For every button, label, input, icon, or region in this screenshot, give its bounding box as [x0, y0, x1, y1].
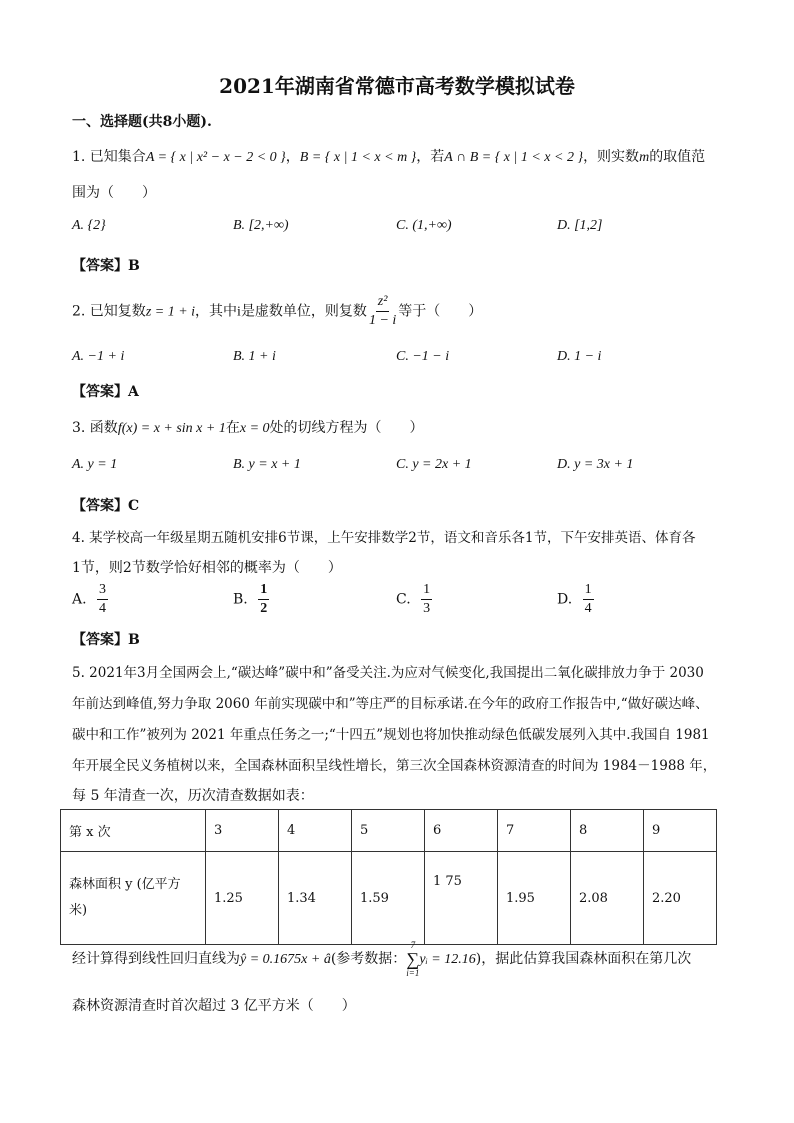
q5-sum-top: 7 — [410, 940, 416, 950]
q2-option-c: C. −1 − i — [396, 349, 450, 364]
table-cell: 3 — [206, 810, 279, 852]
table-cell: 5 — [352, 810, 425, 852]
q2-option-a: A. −1 + i — [72, 349, 125, 364]
q3-option-b: B. y = x + 1 — [233, 457, 301, 472]
q4-option-c-fraction — [421, 581, 432, 618]
q3-option-c: C. y = 2x + 1 — [396, 457, 472, 472]
q3-text-a: 3. 函数 — [72, 420, 118, 436]
q2-text-d: 等于（ ） — [398, 303, 483, 320]
q4-option-d — [557, 581, 594, 618]
q1-text: 1. 已知集合 — [72, 149, 146, 165]
q4-b-den: 2 — [260, 601, 268, 616]
q4-option-d-fraction — [583, 581, 594, 618]
q2-option-d: D. 1 − i — [557, 349, 602, 364]
q4-d-den: 4 — [584, 601, 592, 616]
q2-text-b: ，其中 — [195, 303, 238, 320]
q5-after-a: 经计算得到线性回归直线为 — [72, 951, 240, 967]
q2-frac-den: 1 − i — [368, 313, 397, 328]
q3-answer: 【答案】C — [72, 498, 140, 514]
q5-sum-expr: yᵢ = 12.16 — [419, 952, 476, 967]
question-1-line-1 — [72, 146, 705, 166]
q5-regression: ŷ = 0.1675x + â — [240, 952, 331, 967]
question-5-line-3: 碳中和工作”被列为 2021 年重点任务之一;“十四五”规划也将加快推动绿色低碳发展列入其中.我国自 1981 — [72, 727, 710, 743]
forest-data-table — [60, 809, 717, 945]
table-cell: 1 75 — [425, 852, 498, 945]
question-4-line-2: 1节，则2节数学恰好相邻的概率为（ ） — [72, 560, 342, 576]
q1-option-d: D. [1,2] — [557, 218, 603, 233]
q1-set-b: B = { x | 1 < x < m } — [299, 150, 417, 165]
section-heading: 一、选择题(共8小题). — [72, 114, 212, 130]
q4-option-a-fraction — [97, 581, 108, 618]
question-4-line-1: 4. 某学校高一年级星期五随机安排6节课，上午安排数学2节，语文和音乐各1节，下午安排英语、体育各 — [72, 530, 696, 546]
table-header-y: 森林面积 y (亿平方米) — [61, 852, 206, 945]
question-2-line — [72, 293, 482, 330]
table-cell: 1.25 — [206, 852, 279, 945]
q3-function: f(x) = x + sin x + 1 — [117, 421, 226, 436]
q3-option-d: D. y = 3x + 1 — [557, 457, 634, 472]
q2-frac-num: z² — [376, 293, 390, 312]
table-cell: 1.95 — [498, 852, 571, 945]
question-5-last-line: 森林资源清查时首次超过 3 亿平方米（ ） — [72, 998, 356, 1014]
q1-intersection: A ∩ B = { x | 1 < x < 2 } — [444, 150, 584, 165]
q4-option-d-label: D. — [557, 591, 573, 608]
q4-c-den: 3 — [423, 601, 431, 616]
table-cell: 8 — [571, 810, 644, 852]
q1-text-c: ，则实数 — [583, 149, 640, 165]
question-5-regression-line — [72, 940, 691, 978]
q2-answer: 【答案】A — [72, 384, 139, 400]
table-cell: 6 — [425, 810, 498, 852]
q1-set-a: A = { x | x² − x − 2 < 0 } — [145, 150, 286, 165]
q1-option-b: B. [2,+∞) — [233, 218, 289, 233]
q5-sum-bottom: i=1 — [406, 968, 420, 978]
q3-point: x = 0 — [239, 421, 270, 436]
q1-answer: 【答案】B — [72, 258, 140, 274]
question-3-line — [72, 417, 424, 437]
q3-text-c: 处的切线方程为（ ） — [269, 420, 424, 436]
q3-text-b: 在 — [225, 420, 240, 436]
q1-var-m: m — [639, 150, 650, 165]
q4-option-b — [233, 581, 269, 618]
q4-c-num: 1 — [421, 581, 432, 600]
question-1-line-2: 围为（ ） — [72, 185, 156, 201]
question-5-line-4: 年开展全民义务植树以来，全国森林面积呈线性增长，第三次全国森林资源清查的时间为 1984－1988 年， — [72, 758, 717, 774]
q4-option-c-label: C. — [396, 591, 411, 608]
table-row-x — [61, 810, 717, 852]
table-cell: 7 — [498, 810, 571, 852]
table-cell: 1.59 — [352, 852, 425, 945]
sigma-icon: ∑ — [406, 949, 420, 969]
q4-d-num: 1 — [583, 581, 594, 600]
q2-option-b: B. 1 + i — [233, 349, 276, 364]
table-row-y — [61, 852, 717, 945]
q4-b-num: 1 — [258, 581, 269, 600]
question-5-line-5: 每 5 年清查一次，历次清查数据如表： — [72, 788, 314, 804]
q1-option-a: A. {2} — [72, 218, 106, 233]
q4-option-a — [72, 581, 108, 618]
q4-option-b-fraction — [258, 581, 269, 618]
q4-option-a-label: A. — [72, 591, 87, 608]
q1-option-c: C. (1,+∞) — [396, 218, 452, 233]
q2-i: i — [237, 304, 241, 320]
table-header-x: 第 x 次 — [61, 810, 206, 852]
question-5-line-2: 年前达到峰值,努力争取 2060 年前实现碳中和”等庄严的目标承诺.在今年的政府工作报告中,“做好碳达峰、 — [72, 696, 709, 712]
q5-summation — [406, 940, 419, 978]
q2-text-a: 2. 已知复数 — [72, 303, 146, 320]
q2-fraction — [367, 293, 398, 330]
q2-text-c: 是虚数单位，则复数 — [240, 303, 367, 320]
q3-option-a: A. y = 1 — [72, 457, 118, 472]
table-cell: 4 — [279, 810, 352, 852]
question-5-line-1: 5. 2021年3月全国两会上,“碳达峰”碳中和”备受关注.为应对气候变化,我国提出二氧化碳排放力争于 2030 — [72, 665, 704, 681]
q4-a-den: 4 — [99, 601, 107, 616]
q1-text-b: ，若 — [416, 149, 445, 165]
q5-after-c: )，据此估算我国森林面积在第几次 — [475, 951, 692, 967]
q1-text-d: 的取值范 — [649, 149, 706, 165]
table-cell: 9 — [644, 810, 717, 852]
q1-sep: ， — [285, 149, 300, 165]
table-cell: 2.20 — [644, 852, 717, 945]
q5-after-b: (参考数据： — [330, 951, 407, 967]
page-title: 2021年湖南省常德市高考数学模拟试卷 — [219, 74, 575, 98]
q4-option-c — [396, 581, 432, 618]
q2-z: z = 1 + i — [145, 304, 196, 320]
table-cell: 1.34 — [279, 852, 352, 945]
table-cell: 2.08 — [571, 852, 644, 945]
q4-a-num: 3 — [97, 581, 108, 600]
q4-answer: 【答案】B — [72, 632, 140, 648]
q4-option-b-label: B. — [233, 591, 248, 608]
